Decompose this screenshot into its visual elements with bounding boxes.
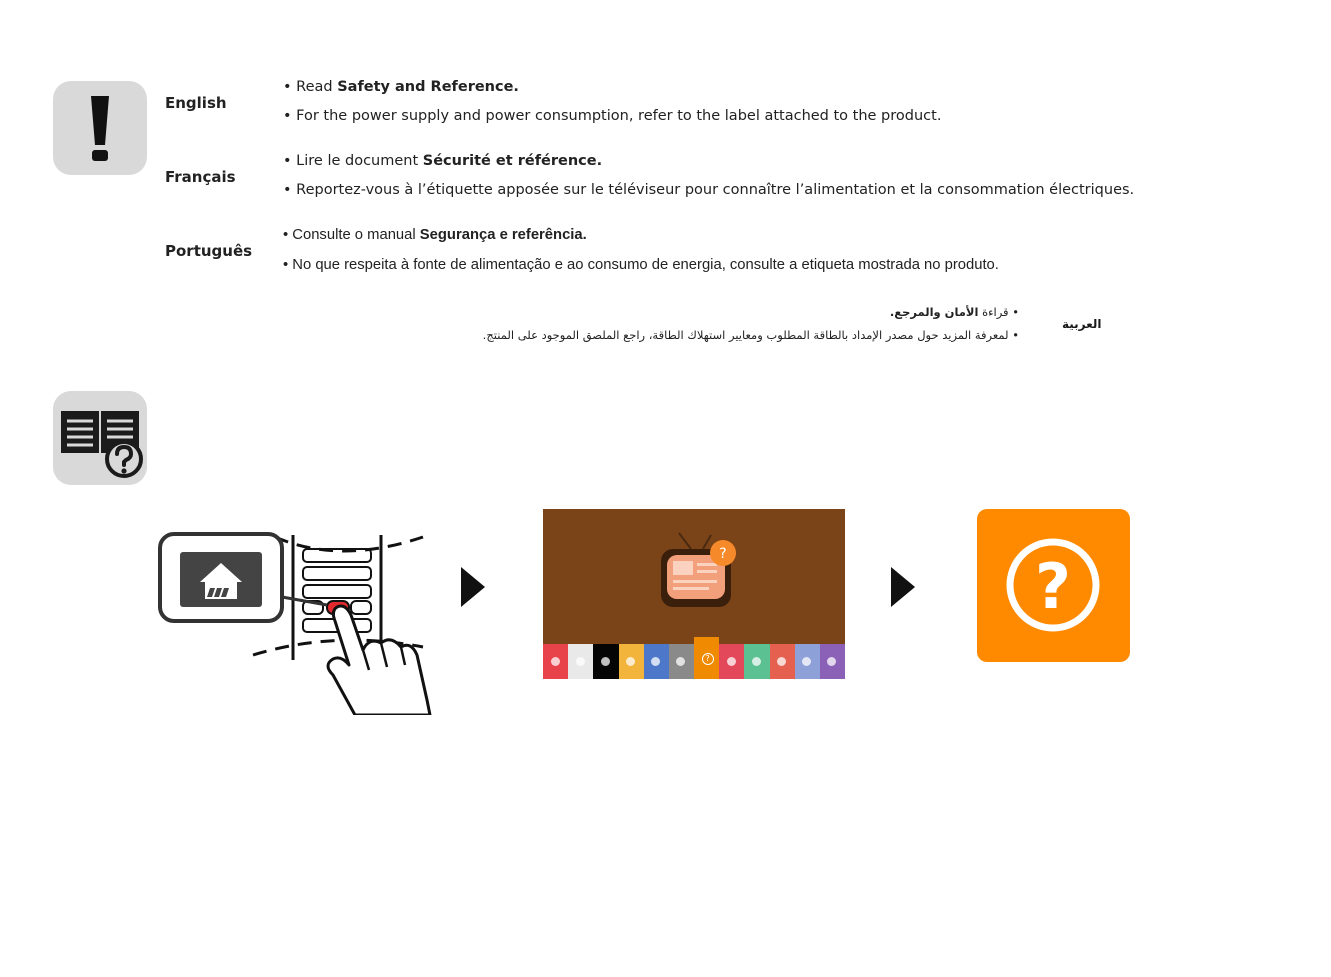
launcher-tile-icon	[802, 657, 811, 666]
francais-line-1: • Lire le document Sécurité et référence.	[283, 153, 603, 169]
tv-help-badge: ?	[719, 546, 727, 562]
launcher-tile	[644, 644, 669, 679]
launcher-tile	[619, 644, 644, 679]
portugues-line-1: • Consulte o manual Segurança e referência.	[283, 227, 587, 243]
arrow-right-icon	[891, 567, 915, 607]
tv-launcher-icon	[543, 509, 845, 679]
help-app-glyph: ?	[1035, 550, 1071, 623]
launcher-tile	[593, 644, 618, 679]
arrow-right-icon	[461, 567, 485, 607]
launcher-tile	[719, 644, 744, 679]
english-line-2: • For the power supply and power consumption, refer to the label attached to the product.	[283, 108, 942, 124]
launcher-tile-icon	[601, 657, 610, 666]
launcher-tile	[795, 644, 820, 679]
launcher-tile-icon	[626, 657, 635, 666]
retro-tv-icon	[653, 527, 745, 619]
manual-help-icon	[53, 391, 147, 485]
launcher-tile-icon	[676, 657, 685, 666]
help-app-icon	[977, 509, 1130, 662]
launcher-tile	[669, 644, 694, 679]
lang-francais: Français	[165, 168, 236, 186]
launcher-tile-icon	[827, 657, 836, 666]
launcher-tile-icon: ?	[702, 653, 714, 665]
launcher-tile-icon	[727, 657, 736, 666]
launcher-tile	[568, 644, 593, 679]
launcher-tile-icon	[576, 657, 585, 666]
launcher-tile-icon	[651, 657, 660, 666]
francais-line-2: • Reportez-vous à l’étiquette apposée sur le téléviseur pour connaître l’alimentation et la consommation électriques.	[283, 182, 1135, 198]
launcher-tile	[694, 637, 719, 679]
lang-arabic: العربية	[1062, 317, 1102, 331]
arabic-line-2: • لمعرفة المزيد حول مصدر الإمداد بالطاقة المطلوب ومعايير استهلاك الطاقة، راجع الملصق الموجود على المنتج.	[482, 328, 1019, 342]
launcher-tile	[820, 644, 845, 679]
launcher-tile-icon	[551, 657, 560, 666]
remote-home-button-icon	[155, 525, 435, 719]
launcher-tile	[770, 644, 795, 679]
lang-portugues: Português	[165, 242, 253, 260]
launcher-tile-icon	[777, 657, 786, 666]
english-line-1: • Read Safety and Reference.	[283, 79, 519, 95]
portugues-line-2: • No que respeita à fonte de alimentação e ao consumo de energia, consulte a etiqueta mostrada no produto.	[283, 257, 999, 273]
arabic-line-1: • قراءة الأمان والمرجع.	[889, 305, 1019, 319]
launcher-tile	[744, 644, 769, 679]
launcher-tile	[543, 644, 568, 679]
launcher-bar	[543, 644, 845, 679]
exclamation-icon	[53, 81, 147, 175]
launcher-tile-icon	[752, 657, 761, 666]
lang-english: English	[165, 94, 227, 112]
